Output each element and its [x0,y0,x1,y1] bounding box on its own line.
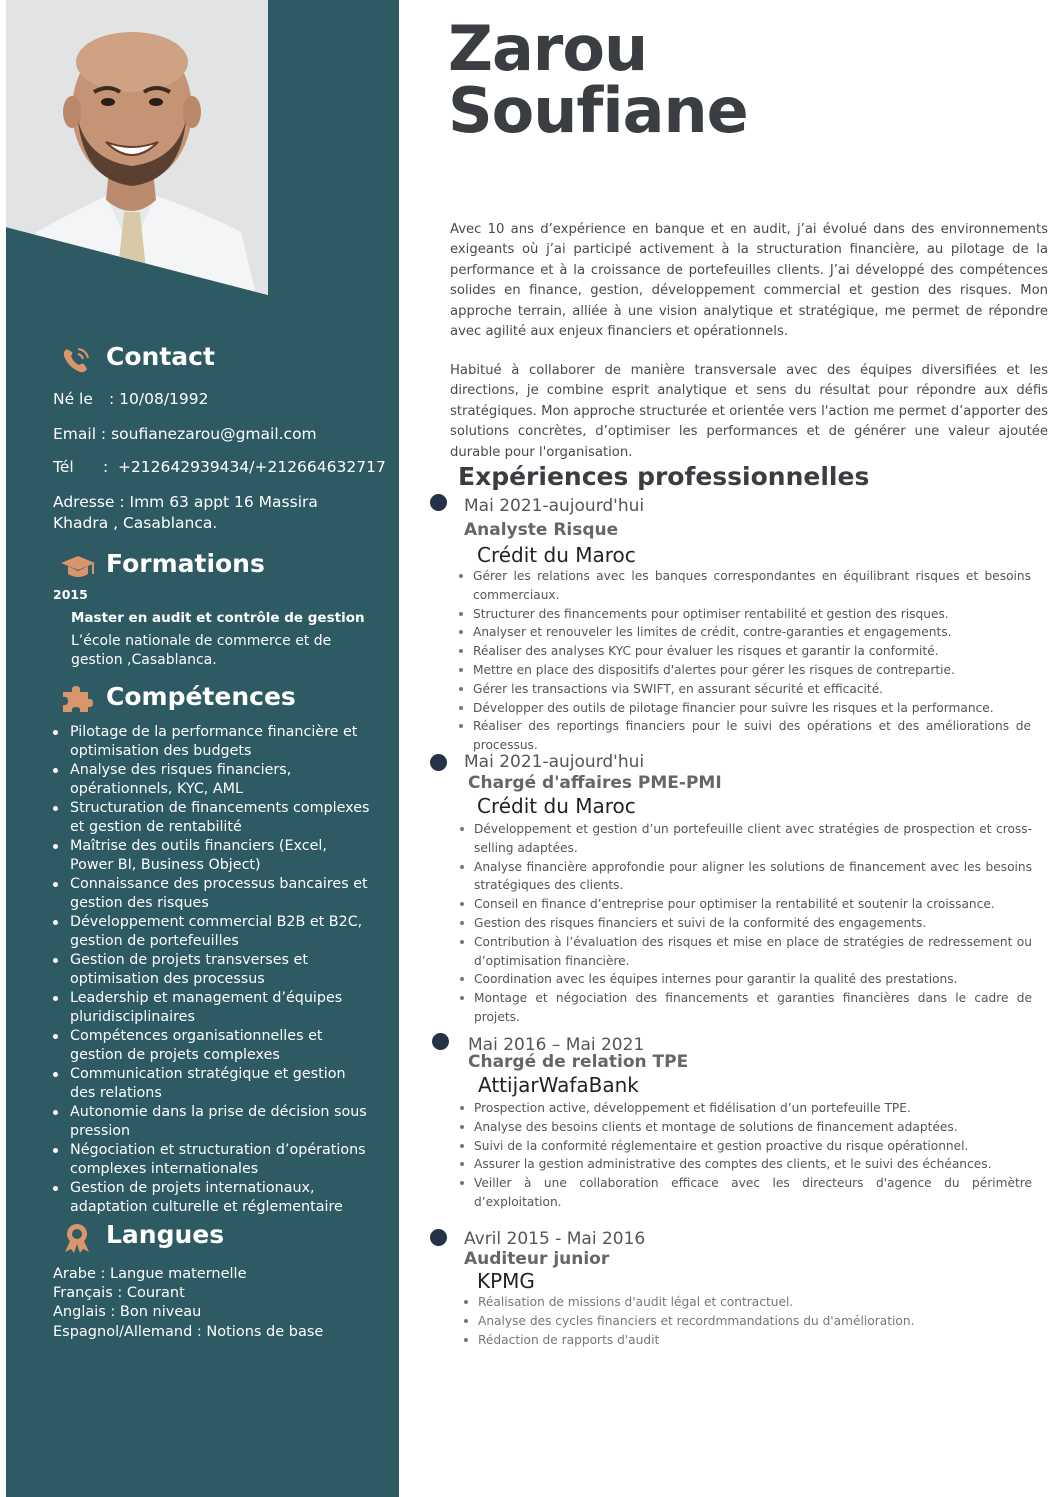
list-item: Analyser et renouveler les limites de crédit, contre-garanties et engagements. [455,623,1031,642]
last-name: Soufiane [448,74,748,147]
experience-tasks [460,1293,1036,1349]
list-item: Rédaction de rapports d'audit [460,1331,1036,1350]
contact-heading: Contact [106,342,215,371]
experience-period: Mai 2021-aujourd'hui [464,752,645,772]
experience-company: Crédit du Maroc [477,794,636,818]
langues-heading: Langues [106,1220,225,1249]
formation-school: L’école nationale de commerce et de gestion ,Casablanca. [71,633,332,668]
timeline-dot [430,754,447,771]
list-item: Développer des outils de pilotage financier pour suivre les risques et la performance. [455,699,1031,718]
list-item: Espagnol/Allemand : Notions de base [53,1323,324,1340]
list-item: Analyse financière approfondie pour aligner les solutions de financement avec les besoins stratégiques des clients. [456,858,1032,896]
tel-value[interactable]: +212642939434/+212664632717 [117,458,386,476]
experience-period: Avril 2015 - Mai 2016 [464,1229,646,1249]
birth-date [53,390,209,408]
timeline-dot [430,494,447,511]
list-item: Analyse des besoins clients et montage de solutions de financement adaptées. [456,1118,1032,1137]
list-item: Compétences organisationnelles et gestion de projets complexes [50,1027,370,1065]
list-item: Leadership et management d’équipes pluridisciplinaires [50,989,370,1027]
list-item: Contribution à l’évaluation des risques et mise en place de stratégies de redressement ou d’optimisation financière. [456,933,1032,971]
full-name [448,12,748,147]
experience-tasks [455,567,1031,755]
address-line-2: Khadra , Casablanca. [53,514,218,532]
list-item: Développement commercial B2B et B2C, gestion de portefeuilles [50,913,370,951]
list-item: Analyse des cycles financiers et recordmmandations du d'amélioration. [460,1312,1036,1331]
list-item: Arabe : Langue maternelle [53,1266,247,1282]
list-item: Veiller à une collaboration efficace avec les directeurs d'agence du périmètre d’exploitation. [456,1174,1032,1212]
birth-label: Né le [53,390,93,408]
list-item: Négociation et structuration d’opérations complexes internationales [50,1141,370,1179]
experience-company: AttijarWafaBank [478,1073,639,1097]
experience-role: Chargé d'affaires PME-PMI [468,773,722,793]
experience-role: Auditeur junior [464,1249,610,1269]
tel-label: Tél [53,458,74,476]
list-item: Réaliser des analyses KYC pour évaluer les risques et garantir la conformité. [455,642,1031,661]
list-item: Communication stratégique et gestion des relations [50,1065,370,1103]
list-item: Maîtrise des outils financiers (Excel, Power BI, Business Object) [50,837,370,875]
experience-role: Chargé de relation TPE [468,1052,689,1072]
list-item: Réalisation de missions d'audit légal et contractuel. [460,1293,1036,1312]
email-row [53,425,317,443]
award-ribbon-icon [60,1222,94,1252]
list-item: Gestion des risques financiers et suivi de la conformité des engagements. [456,914,1032,933]
list-item: Conseil en finance d’entreprise pour optimiser la rentabilité et soutenir la croissance. [456,895,1032,914]
phone-icon [60,345,94,375]
formations-heading: Formations [106,549,265,578]
list-item: Montage et négociation des financements et garanties financières dans le cadre de projets. [456,989,1032,1027]
list-item: Connaissance des processus bancaires et gestion des risques [50,875,370,913]
experience-company: KPMG [477,1269,535,1293]
formation-year: 2015 [53,587,88,602]
list-item: Assurer la gestion administrative des comptes des clients, et le suivi des échéances. [456,1155,1032,1174]
list-item: Analyse des risques financiers, opérationnels, KYC, AML [50,761,370,799]
first-name: Zarou [448,12,648,85]
experience-role: Analyste Risque [464,520,619,540]
list-item: Autonomie dans la prise de décision sous pression [50,1103,370,1141]
email-label: Email : [53,425,107,443]
list-item: Suivi de la conformité réglementaire et gestion proactive du risque opérationnel. [456,1137,1032,1156]
experience-period: Mai 2021-aujourd'hui [464,496,645,516]
competences-heading: Compétences [106,682,296,711]
tel-sep: : [103,458,109,476]
summary-paragraph-1: Avec 10 ans d’expérience en banque et en audit, j’ai évolué dans des environnements exigeants où j’ai participé activement à la structuration financière, au pilotage de la performance et à la croissance de portefeuilles clients. J’ai développé des compétences solides en finance, gestion, développement commercial et gestion des risques. Mon approche terrain, alliée à une vision analytique et stratégique, me permet de répondre avec agilité aux enjeux financiers et opérationnels. [450,222,1048,340]
list-item: Structuration de financements complexes et gestion de rentabilité [50,799,370,837]
experience-company: Crédit du Maroc [477,543,636,567]
email-value[interactable]: soufianezarou@gmail.com [111,425,317,443]
graduation-cap-icon [60,552,94,582]
list-item: Mettre en place des dispositifs d'alertes pour gérer les risques de contrepartie. [455,661,1031,680]
list-item: Réaliser des reportings financiers pour le suivi des opérations et des améliorations de processus. [455,717,1031,755]
experience-tasks [456,1099,1032,1212]
list-item: Développement et gestion d’un portefeuille client avec stratégies de prospection et cross-selling adaptées. [456,820,1032,858]
experience-period: Mai 2016 – Mai 2021 [468,1035,645,1055]
experience-tasks [456,820,1032,1027]
skills-list [50,723,370,1217]
formation-degree: Master en audit et contrôle de gestion [71,610,365,626]
timeline-dot [430,1229,447,1246]
list-item: Gérer les relations avec les banques correspondantes en équilibrant risques et besoins commerciaux. [455,567,1031,605]
list-item: Pilotage de la performance financière et optimisation des budgets [50,723,370,761]
timeline-dot [432,1033,449,1050]
address-line-1: Adresse : Imm 63 appt 16 Massira [53,493,318,511]
list-item: Français : Courant [53,1285,185,1302]
puzzle-icon [60,684,94,714]
list-item: Gestion de projets internationaux, adaptation culturelle et réglementaire [50,1179,370,1217]
list-item: Anglais : Bon niveau [53,1304,202,1321]
list-item: Gestion de projets transverses et optimisation des processus [50,951,370,989]
experiences-heading: Expériences professionnelles [458,462,870,491]
list-item: Coordination avec les équipes internes pour garantir la qualité des prestations. [456,970,1032,989]
phone-row [53,458,386,476]
languages-list [53,1265,323,1342]
list-item: Prospection active, développement et fidélisation d’un portefeuille TPE. [456,1099,1032,1118]
list-item: Structurer des financements pour optimiser rentabilité et gestion des risques. [455,605,1031,624]
summary-paragraph-2: Habitué à collaborer de manière transversale avec des équipes diversifiées et les directions, je combine esprit analytique et sens du résultat pour répondre aux défis stratégiques. Mon approche structurée et orientée vers l'action me permet d’apporter des solutions concrètes, d’optimiser les performances et de générer une valeur ajoutée durable pour l'organisation. [450,363,1048,460]
birth-value: : 10/08/1992 [109,390,209,408]
list-item: Gérer les transactions via SWIFT, en assurant sécurité et efficacité. [455,680,1031,699]
